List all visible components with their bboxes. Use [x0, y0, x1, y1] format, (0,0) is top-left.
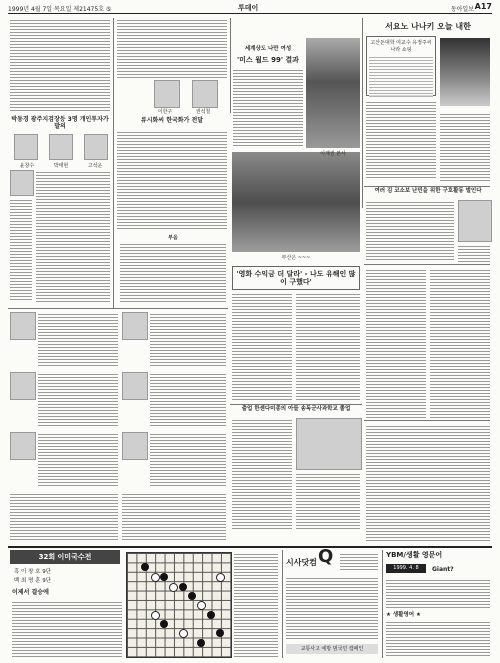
black-stone	[207, 611, 215, 619]
quiz-title: 시사닷컴	[286, 558, 317, 567]
english-text	[386, 578, 490, 608]
article-text	[150, 432, 226, 488]
article-text	[430, 268, 490, 418]
left-heading: 박동경 광주지검장등 3명 개인투자가 발의	[11, 116, 109, 130]
english-title: YBM/생활 영문어	[386, 551, 443, 559]
portrait-photo	[122, 312, 148, 340]
photo-article-title: '미스 월드 99' 결과	[237, 56, 299, 64]
news-photo	[296, 418, 362, 470]
feature-photo	[232, 152, 360, 252]
portrait-name: 윤창수	[19, 163, 35, 169]
article-text	[440, 112, 490, 182]
baduk-title: 32회 이미국수전	[10, 550, 120, 564]
white-stone	[179, 629, 188, 638]
article-text	[150, 372, 226, 428]
portrait-photo	[10, 372, 36, 400]
portrait-photo	[10, 312, 36, 340]
feature-headline-box	[232, 266, 360, 290]
white-stone	[197, 601, 206, 610]
left-article-text	[36, 170, 110, 302]
people-section	[10, 312, 226, 544]
masthead: 동아일보	[450, 6, 474, 13]
black-stone	[141, 563, 149, 571]
baduk-subtitle: 이제서 결승에	[12, 589, 49, 596]
portrait-photo	[14, 134, 38, 160]
article-text	[38, 432, 118, 488]
section-title: 투데이	[238, 4, 259, 12]
portrait-photo	[458, 200, 492, 242]
white-stone	[169, 583, 178, 592]
baduk-commentary	[234, 552, 278, 658]
portrait-photo	[440, 38, 490, 106]
baduk-board	[126, 552, 232, 658]
portrait-name: 이한구	[157, 109, 173, 115]
left-article-text	[10, 18, 110, 113]
quote-caption: 고산돈대학 여교수 유정주씨 나라 쇼핑	[370, 40, 432, 53]
article-text	[366, 424, 490, 542]
white-stone	[216, 573, 225, 582]
article-text	[117, 130, 227, 230]
article-text	[366, 200, 454, 260]
page-header	[8, 3, 492, 14]
baduk-player-white: 백 최 명 훈 9단	[14, 578, 52, 584]
article-heading: 류시화씨 한국화가 전달	[140, 117, 204, 124]
photo-credit: 이재권 본사	[320, 151, 346, 157]
portrait-row-1	[14, 134, 108, 162]
black-stone	[179, 583, 187, 591]
baduk-commentary	[12, 600, 122, 658]
article-text	[366, 268, 426, 418]
right-article-title: 서요노 나나키 오늘 내한	[385, 22, 471, 31]
page-number: A17	[474, 2, 492, 11]
feature-text	[296, 292, 360, 402]
white-stone	[151, 573, 160, 582]
portrait-name: 권석철	[195, 109, 211, 115]
article-text	[117, 18, 227, 78]
article-text	[366, 100, 436, 180]
photo-article-text	[233, 68, 303, 148]
portrait-photo	[10, 432, 36, 460]
article-text	[150, 312, 226, 368]
news-photo	[306, 38, 360, 148]
black-stone	[160, 573, 168, 581]
feature-headline: '영화 수익금 더 달라' - 나도 유해인 많이 구했다'	[236, 270, 356, 287]
obituary-text	[120, 242, 226, 304]
baduk-meta	[14, 568, 114, 586]
white-stone	[151, 611, 160, 620]
black-stone	[197, 639, 205, 647]
english-subtitle: ★ 생활영어 ★	[386, 612, 421, 618]
article-text	[38, 312, 118, 368]
portrait-photo	[84, 134, 108, 160]
english-text	[386, 620, 490, 658]
black-stone	[188, 592, 196, 600]
article-text	[122, 492, 226, 542]
quiz-logo-box	[286, 546, 336, 572]
article-text	[232, 418, 292, 530]
quote-text	[369, 55, 433, 99]
portrait-name: 박태현	[53, 163, 69, 169]
portrait-name: 고석운	[87, 163, 103, 169]
photo-caption: 부산은 ~~~	[281, 255, 311, 261]
quiz-text	[286, 576, 378, 640]
portrait-photo	[122, 432, 148, 460]
left-article-text	[10, 198, 32, 302]
portrait-photo	[154, 80, 180, 108]
article-text	[38, 372, 118, 428]
photo-article-kicker: 세계상도 나만 여성	[244, 46, 292, 52]
obituary-title: 부음	[168, 235, 178, 241]
article-text	[296, 472, 360, 530]
black-stone	[160, 620, 168, 628]
english-word: Giant?	[432, 566, 454, 573]
english-date: 1999. 4. 8	[386, 564, 426, 573]
quiz-text	[340, 552, 378, 572]
portrait-photo	[10, 170, 34, 196]
portrait-photo	[192, 80, 218, 108]
header-date: 1999년 4월 7일 목요일 제21475호 ⑤	[8, 6, 112, 13]
quiz-logo: Q	[318, 546, 334, 567]
right-mid-title: 여러 김 코소보 난민을 위한 구호활동 벌인다	[374, 188, 482, 194]
feature-subhead: 출업 한센다미종의 아들 송독군사과학교 졸업	[241, 406, 351, 412]
portrait-photo	[122, 372, 148, 400]
feature-text	[232, 292, 292, 402]
article-text	[10, 492, 118, 542]
baduk-player-black: 흑 이 창 호 9단	[14, 569, 52, 575]
quote-box	[366, 36, 436, 96]
quiz-info: 교통사고 예방 범국민 캠페인	[286, 644, 378, 654]
article-text	[458, 244, 490, 262]
portrait-photo	[49, 134, 73, 160]
black-stone	[216, 629, 224, 637]
